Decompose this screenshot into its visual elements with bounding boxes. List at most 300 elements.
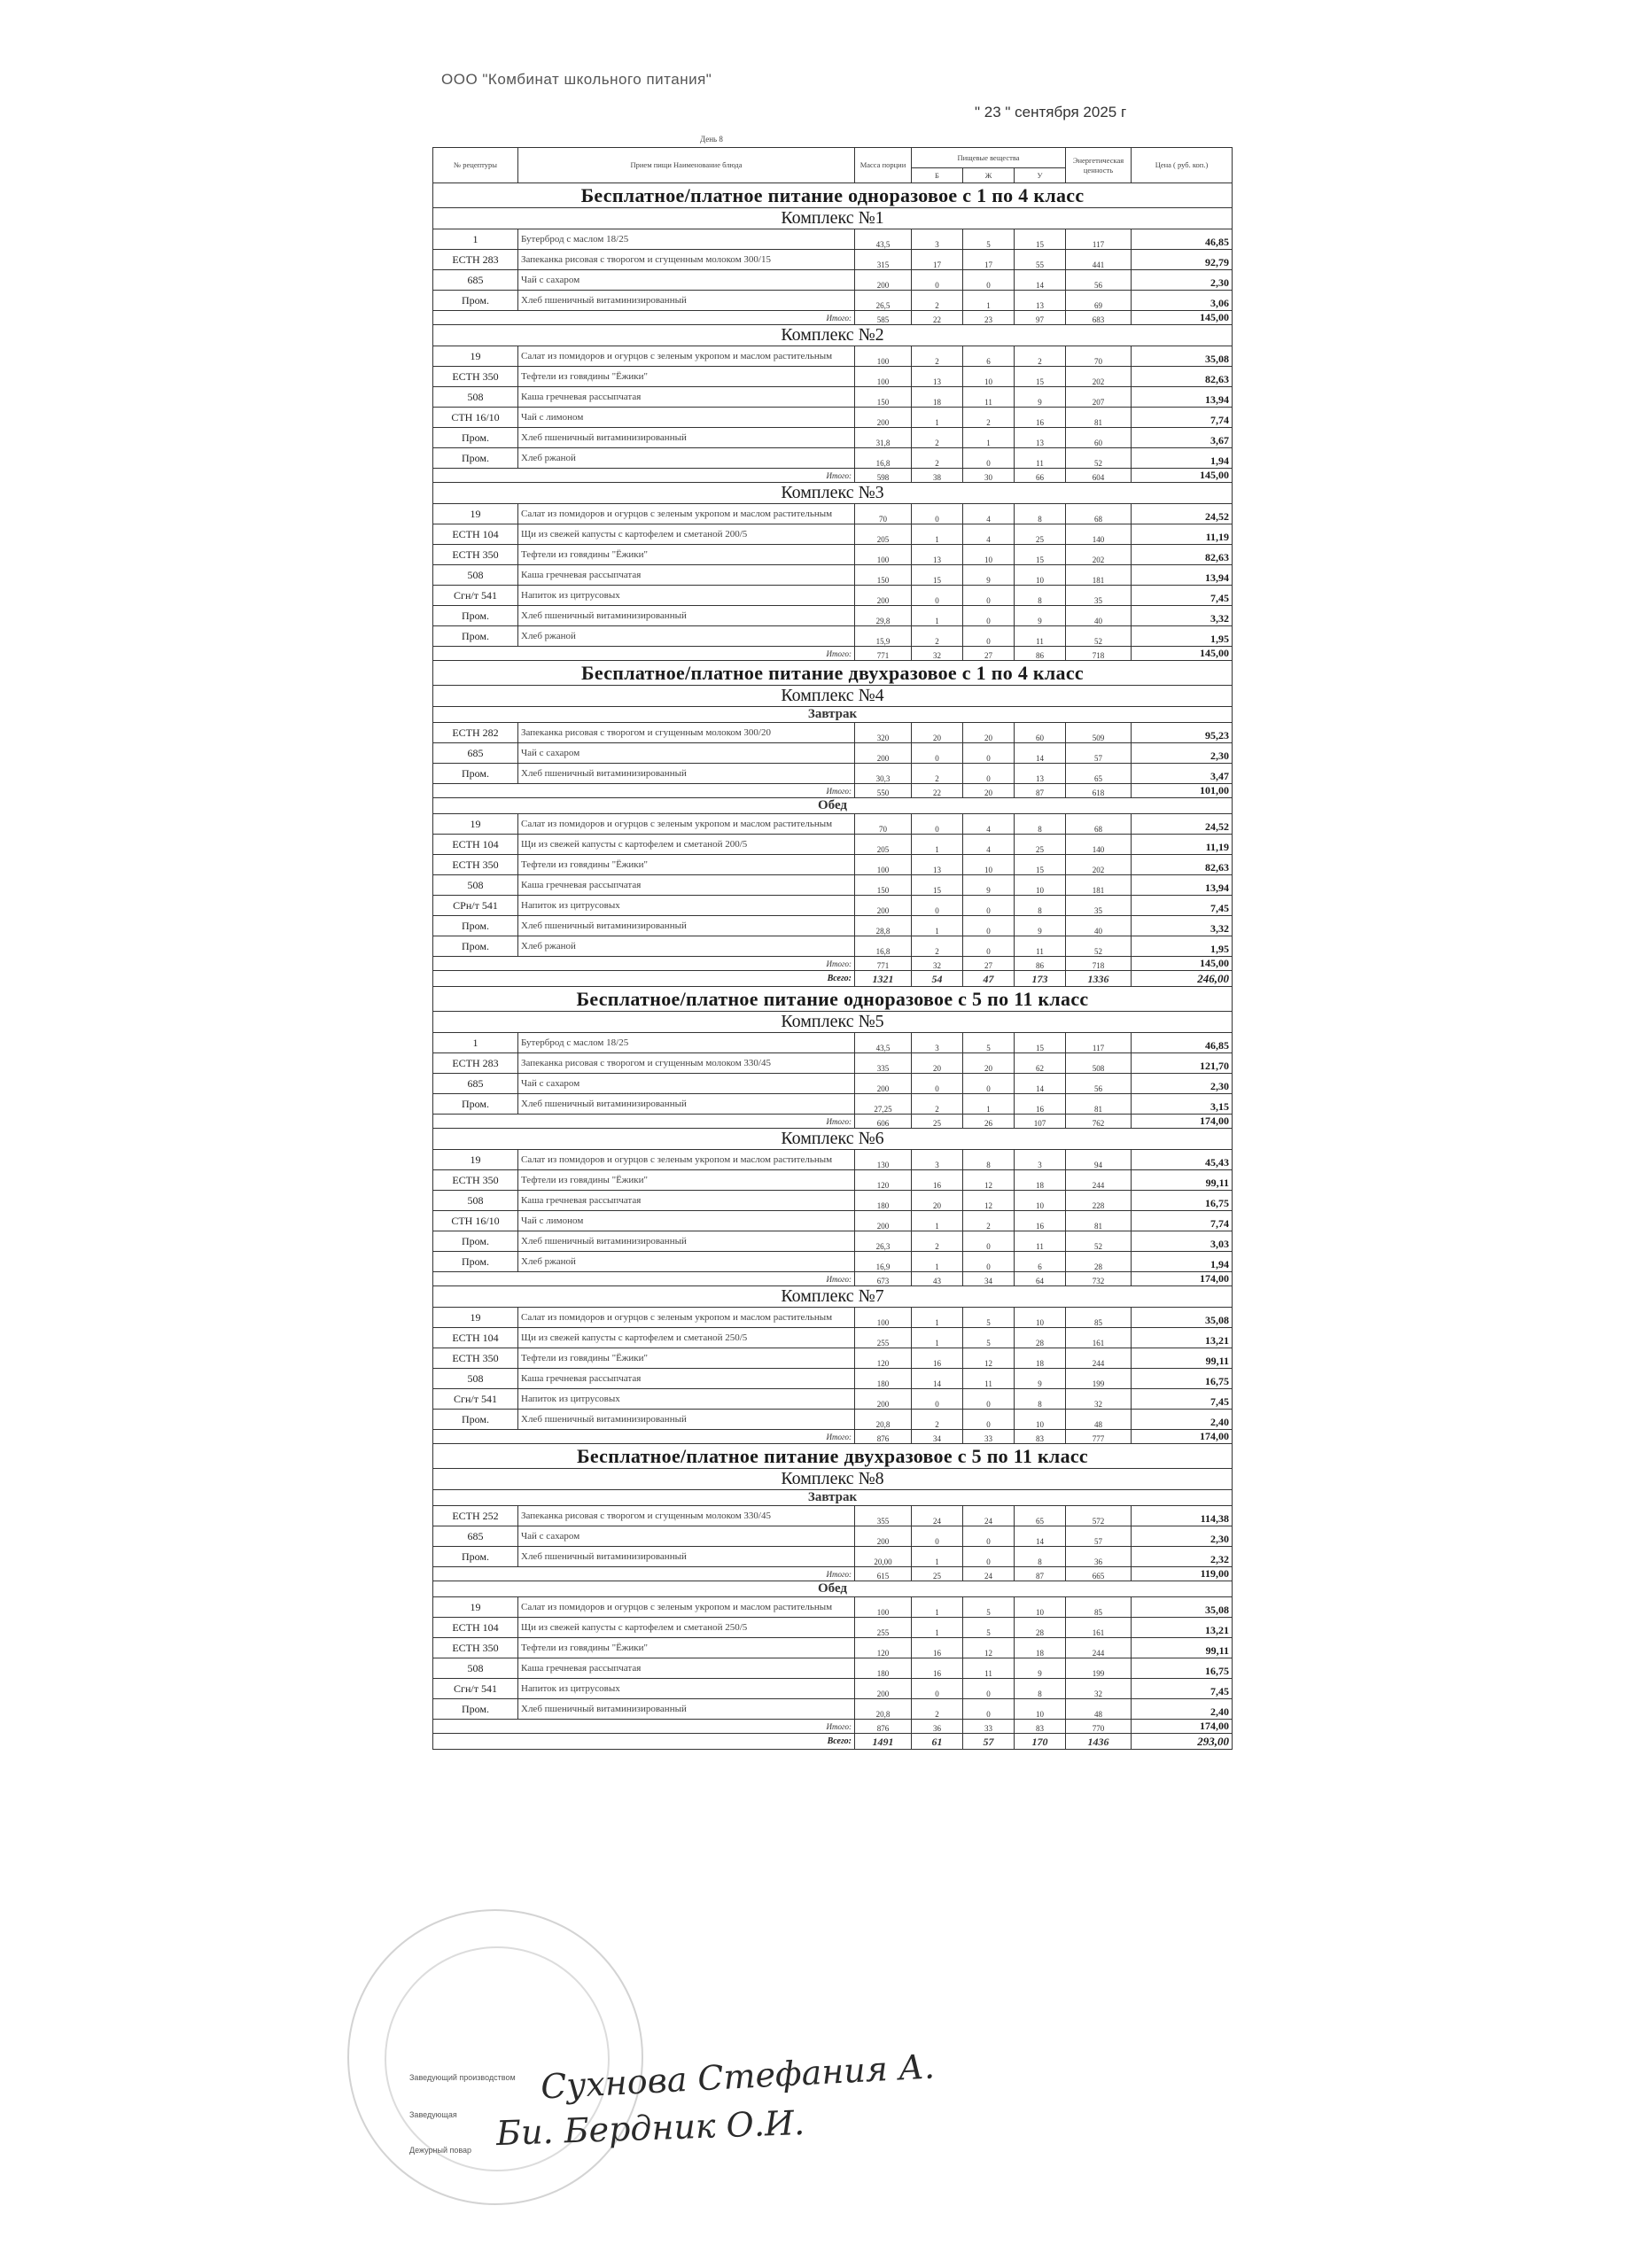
dish-price: 16,75: [1132, 1658, 1233, 1679]
total-protein: 32: [912, 647, 963, 661]
carbs-value: 18: [1015, 1638, 1066, 1658]
protein-value: 3: [912, 1150, 963, 1170]
dish-price: 1,95: [1132, 936, 1233, 957]
table-row: [433, 1150, 1233, 1170]
dish-name: Напиток из цитрусовых: [518, 586, 855, 606]
dish-name: Хлеб ржаной: [518, 626, 855, 647]
complex-title: Комплекс №8: [433, 1469, 1233, 1490]
carbs-value: 11: [1015, 1231, 1066, 1252]
energy-value: 94: [1066, 1150, 1132, 1170]
table-row: [433, 1074, 1233, 1094]
dish-name: Хлеб пшеничный витаминизированный: [518, 428, 855, 448]
complex-title: Комплекс №4: [433, 686, 1233, 707]
carbs-value: 11: [1015, 448, 1066, 469]
protein-value: 1: [912, 524, 963, 545]
table-row: [433, 367, 1233, 387]
portion-weight: 200: [855, 1679, 912, 1699]
recipe-code: 685: [433, 270, 518, 291]
carbs-value: 10: [1015, 1410, 1066, 1430]
carbs-value: 15: [1015, 855, 1066, 875]
dish-name: Салат из помидоров и огурцов с зеленым укропом и маслом растительным: [518, 1597, 855, 1618]
complex-title: Комплекс №6: [433, 1129, 1233, 1150]
energy-value: 161: [1066, 1618, 1132, 1638]
carbs-value: 25: [1015, 524, 1066, 545]
total-carbs: 86: [1015, 957, 1066, 971]
total-fat: 24: [963, 1567, 1015, 1581]
dish-price: 82,63: [1132, 855, 1233, 875]
carbs-value: 10: [1015, 1699, 1066, 1720]
dish-price: 35,08: [1132, 346, 1233, 367]
dish-name: Запеканка рисовая с творогом и сгущенным молоком 330/45: [518, 1053, 855, 1074]
col-price: Цена ( руб. коп.): [1132, 148, 1233, 183]
section-title-row: [433, 1444, 1233, 1469]
total-fat: 33: [963, 1720, 1015, 1734]
total-carbs: 87: [1015, 1567, 1066, 1581]
dish-price: 114,38: [1132, 1506, 1233, 1526]
fat-value: 0: [963, 764, 1015, 784]
protein-value: 2: [912, 1094, 963, 1115]
fat-value: 9: [963, 875, 1015, 896]
protein-value: 16: [912, 1658, 963, 1679]
complex-title-row: [433, 1469, 1233, 1490]
total-label: Итого:: [433, 311, 855, 325]
signature-2: Би. Бердник О.И.: [495, 2102, 805, 2154]
portion-weight: 15,9: [855, 626, 912, 647]
total-label: Итого:: [433, 1272, 855, 1286]
fat-value: 2: [963, 408, 1015, 428]
carbs-value: 65: [1015, 1506, 1066, 1526]
dish-price: 1,94: [1132, 1252, 1233, 1272]
protein-value: 16: [912, 1348, 963, 1369]
recipe-code: ЕСТН 104: [433, 1328, 518, 1348]
energy-value: 85: [1066, 1308, 1132, 1328]
dish-name: Чай с сахаром: [518, 743, 855, 764]
recipe-code: СРн/т 541: [433, 896, 518, 916]
recipe-code: 1: [433, 229, 518, 250]
table-row: [433, 764, 1233, 784]
dish-name: Салат из помидоров и огурцов с зеленым укропом и маслом растительным: [518, 1150, 855, 1170]
complex-title: Комплекс №7: [433, 1286, 1233, 1308]
table-row: [433, 1369, 1233, 1389]
dish-price: 11,19: [1132, 835, 1233, 855]
protein-value: 16: [912, 1638, 963, 1658]
total-carbs: 83: [1015, 1720, 1066, 1734]
carbs-value: 28: [1015, 1328, 1066, 1348]
total-price: 101,00: [1132, 784, 1233, 798]
energy-value: 244: [1066, 1348, 1132, 1369]
table-row: [433, 291, 1233, 311]
total-carbs: 107: [1015, 1115, 1066, 1129]
recipe-code: Сгн/т 541: [433, 586, 518, 606]
dish-price: 16,75: [1132, 1369, 1233, 1389]
complex-title: Комплекс №5: [433, 1012, 1233, 1033]
portion-weight: 200: [855, 1074, 912, 1094]
menu-table: [432, 147, 1233, 1750]
total-carbs: 87: [1015, 784, 1066, 798]
complex-title-row: [433, 1012, 1233, 1033]
total-energy: 777: [1066, 1430, 1132, 1444]
energy-value: 117: [1066, 229, 1132, 250]
portion-weight: 100: [855, 1308, 912, 1328]
energy-value: 48: [1066, 1699, 1132, 1720]
recipe-code: Пром.: [433, 1547, 518, 1567]
protein-value: 0: [912, 743, 963, 764]
portion-weight: 26,3: [855, 1231, 912, 1252]
table-row: [433, 723, 1233, 743]
col-carbs: У: [1015, 168, 1066, 183]
dish-name: Хлеб ржаной: [518, 1252, 855, 1272]
portion-weight: 70: [855, 504, 912, 524]
table-row: [433, 916, 1233, 936]
total-carbs: 83: [1015, 1430, 1066, 1444]
grand-price: 246,00: [1132, 971, 1233, 987]
table-row: [433, 586, 1233, 606]
table-row: [433, 1328, 1233, 1348]
energy-value: 52: [1066, 936, 1132, 957]
grand-fat: 47: [963, 971, 1015, 987]
energy-value: 36: [1066, 1547, 1132, 1567]
protein-value: 2: [912, 291, 963, 311]
grand-protein: 61: [912, 1734, 963, 1750]
total-row: [433, 1430, 1233, 1444]
total-weight: 550: [855, 784, 912, 798]
table-row: [433, 875, 1233, 896]
complex-title-row: [433, 686, 1233, 707]
total-protein: 22: [912, 784, 963, 798]
organization-name: ООО "Комбинат школьного питания": [441, 71, 712, 88]
protein-value: 2: [912, 346, 963, 367]
carbs-value: 3: [1015, 1150, 1066, 1170]
total-weight: 606: [855, 1115, 912, 1129]
fat-value: 5: [963, 1328, 1015, 1348]
fat-value: 1: [963, 1094, 1015, 1115]
fat-value: 0: [963, 1231, 1015, 1252]
energy-value: 81: [1066, 1211, 1132, 1231]
dish-name: Хлеб пшеничный витаминизированный: [518, 1094, 855, 1115]
fat-value: 11: [963, 387, 1015, 408]
fat-value: 10: [963, 855, 1015, 875]
dish-price: 2,40: [1132, 1410, 1233, 1430]
fat-value: 2: [963, 1211, 1015, 1231]
dish-price: 13,21: [1132, 1328, 1233, 1348]
energy-value: 85: [1066, 1597, 1132, 1618]
total-label: Итого:: [433, 647, 855, 661]
dish-name: Салат из помидоров и огурцов с зеленым укропом и маслом растительным: [518, 1308, 855, 1328]
col-fat: Ж: [963, 168, 1015, 183]
grand-weight: 1491: [855, 1734, 912, 1750]
fat-value: 20: [963, 723, 1015, 743]
portion-weight: 200: [855, 1526, 912, 1547]
dish-price: 3,32: [1132, 606, 1233, 626]
fat-value: 0: [963, 270, 1015, 291]
total-protein: 25: [912, 1115, 963, 1129]
table-row: [433, 545, 1233, 565]
energy-value: 32: [1066, 1389, 1132, 1410]
dish-name: Чай с лимоном: [518, 408, 855, 428]
dish-name: Каша гречневая рассыпчатая: [518, 875, 855, 896]
complex-title: Комплекс №2: [433, 325, 1233, 346]
recipe-code: 508: [433, 1191, 518, 1211]
recipe-code: ЕСТН 350: [433, 1638, 518, 1658]
table-row: [433, 1597, 1233, 1618]
recipe-code: 19: [433, 814, 518, 835]
total-price: 145,00: [1132, 311, 1233, 325]
carbs-value: 13: [1015, 428, 1066, 448]
energy-value: 441: [1066, 250, 1132, 270]
recipe-code: ЕСТН 350: [433, 545, 518, 565]
portion-weight: 150: [855, 875, 912, 896]
dish-name: Тефтели из говядины "Ёжики": [518, 1638, 855, 1658]
energy-value: 140: [1066, 835, 1132, 855]
dish-name: Тефтели из говядины "Ёжики": [518, 855, 855, 875]
portion-weight: 320: [855, 723, 912, 743]
total-carbs: 86: [1015, 647, 1066, 661]
protein-value: 0: [912, 896, 963, 916]
recipe-code: 685: [433, 1526, 518, 1547]
carbs-value: 10: [1015, 565, 1066, 586]
portion-weight: 27,25: [855, 1094, 912, 1115]
dish-price: 2,40: [1132, 1699, 1233, 1720]
energy-value: 199: [1066, 1658, 1132, 1679]
carbs-value: 55: [1015, 250, 1066, 270]
total-fat: 27: [963, 647, 1015, 661]
recipe-code: СТН 16/10: [433, 1211, 518, 1231]
total-price: 174,00: [1132, 1430, 1233, 1444]
portion-weight: 20,8: [855, 1699, 912, 1720]
protein-value: 18: [912, 387, 963, 408]
dish-price: 7,45: [1132, 1679, 1233, 1699]
table-row: [433, 1191, 1233, 1211]
energy-value: 244: [1066, 1638, 1132, 1658]
total-price: 174,00: [1132, 1272, 1233, 1286]
dish-price: 7,45: [1132, 896, 1233, 916]
energy-value: 52: [1066, 626, 1132, 647]
total-price: 119,00: [1132, 1567, 1233, 1581]
recipe-code: 508: [433, 1369, 518, 1389]
dish-name: Салат из помидоров и огурцов с зеленым укропом и маслом растительным: [518, 814, 855, 835]
fat-value: 12: [963, 1638, 1015, 1658]
dish-price: 3,15: [1132, 1094, 1233, 1115]
total-fat: 34: [963, 1272, 1015, 1286]
total-energy: 618: [1066, 784, 1132, 798]
table-row: [433, 229, 1233, 250]
carbs-value: 10: [1015, 1597, 1066, 1618]
total-energy: 732: [1066, 1272, 1132, 1286]
fat-value: 5: [963, 229, 1015, 250]
portion-weight: 43,5: [855, 1033, 912, 1053]
dish-price: 99,11: [1132, 1348, 1233, 1369]
carbs-value: 8: [1015, 1547, 1066, 1567]
total-fat: 26: [963, 1115, 1015, 1129]
protein-value: 1: [912, 606, 963, 626]
dish-price: 24,52: [1132, 814, 1233, 835]
table-row: [433, 1526, 1233, 1547]
dish-name: Каша гречневая рассыпчатая: [518, 1191, 855, 1211]
dish-price: 16,75: [1132, 1191, 1233, 1211]
energy-value: 509: [1066, 723, 1132, 743]
dish-name: Запеканка рисовая с творогом и сгущенным молоком 300/20: [518, 723, 855, 743]
dish-name: Хлеб пшеничный витаминизированный: [518, 916, 855, 936]
fat-value: 0: [963, 1074, 1015, 1094]
dish-name: Хлеб пшеничный витаминизированный: [518, 764, 855, 784]
recipe-code: Пром.: [433, 1231, 518, 1252]
col-energy: Энергетическая ценность: [1066, 148, 1132, 183]
carbs-value: 10: [1015, 875, 1066, 896]
dish-name: Хлеб пшеничный витаминизированный: [518, 1231, 855, 1252]
fat-value: 0: [963, 448, 1015, 469]
energy-value: 202: [1066, 855, 1132, 875]
protein-value: 2: [912, 764, 963, 784]
section-title-row: [433, 661, 1233, 686]
dish-price: 92,79: [1132, 250, 1233, 270]
portion-weight: 150: [855, 387, 912, 408]
fat-value: 0: [963, 743, 1015, 764]
portion-weight: 100: [855, 1597, 912, 1618]
dish-price: 2,30: [1132, 270, 1233, 291]
fat-value: 0: [963, 916, 1015, 936]
grand-total-label: Всего:: [433, 971, 855, 987]
table-row: [433, 1231, 1233, 1252]
fat-value: 1: [963, 428, 1015, 448]
total-weight: 771: [855, 647, 912, 661]
dish-price: 35,08: [1132, 1597, 1233, 1618]
portion-weight: 100: [855, 367, 912, 387]
recipe-code: 19: [433, 1308, 518, 1328]
total-row: [433, 469, 1233, 483]
table-row: [433, 936, 1233, 957]
fat-value: 9: [963, 565, 1015, 586]
recipe-code: ЕСТН 283: [433, 1053, 518, 1074]
carbs-value: 9: [1015, 1369, 1066, 1389]
energy-value: 35: [1066, 896, 1132, 916]
total-fat: 30: [963, 469, 1015, 483]
total-energy: 665: [1066, 1567, 1132, 1581]
carbs-value: 14: [1015, 743, 1066, 764]
fat-value: 10: [963, 367, 1015, 387]
fat-value: 24: [963, 1506, 1015, 1526]
carbs-value: 8: [1015, 1389, 1066, 1410]
protein-value: 17: [912, 250, 963, 270]
recipe-code: 19: [433, 346, 518, 367]
fat-value: 0: [963, 1252, 1015, 1272]
dish-name: Щи из свежей капусты с картофелем и сметаной 200/5: [518, 524, 855, 545]
col-nutrients: Пищевые вещества: [912, 148, 1066, 168]
complex-title-row: [433, 1129, 1233, 1150]
carbs-value: 2: [1015, 346, 1066, 367]
total-label: Итого:: [433, 784, 855, 798]
total-weight: 771: [855, 957, 912, 971]
fat-value: 0: [963, 1699, 1015, 1720]
energy-value: 140: [1066, 524, 1132, 545]
carbs-value: 16: [1015, 1211, 1066, 1231]
section-title-row: [433, 987, 1233, 1012]
portion-weight: 200: [855, 743, 912, 764]
carbs-value: 15: [1015, 1033, 1066, 1053]
protein-value: 0: [912, 1389, 963, 1410]
energy-value: 117: [1066, 1033, 1132, 1053]
total-row: [433, 311, 1233, 325]
section-title: Бесплатное/платное питание одноразовое с 1 по 4 класс: [433, 183, 1233, 208]
carbs-value: 9: [1015, 606, 1066, 626]
energy-value: 181: [1066, 875, 1132, 896]
dish-price: 13,21: [1132, 1618, 1233, 1638]
total-label: Итого:: [433, 1115, 855, 1129]
recipe-code: 685: [433, 743, 518, 764]
dish-price: 1,95: [1132, 626, 1233, 647]
portion-weight: 335: [855, 1053, 912, 1074]
recipe-code: 19: [433, 504, 518, 524]
meal-title-row: [433, 1581, 1233, 1597]
recipe-code: ЕСТН 282: [433, 723, 518, 743]
energy-value: 199: [1066, 1369, 1132, 1389]
carbs-value: 10: [1015, 1308, 1066, 1328]
dish-name: Хлеб ржаной: [518, 448, 855, 469]
portion-weight: 31,8: [855, 428, 912, 448]
recipe-code: Сгн/т 541: [433, 1389, 518, 1410]
protein-value: 14: [912, 1369, 963, 1389]
recipe-code: Пром.: [433, 1094, 518, 1115]
carbs-value: 14: [1015, 1074, 1066, 1094]
dish-name: Тефтели из говядины "Ёжики": [518, 545, 855, 565]
energy-value: 40: [1066, 916, 1132, 936]
dish-price: 13,94: [1132, 387, 1233, 408]
portion-weight: 29,8: [855, 606, 912, 626]
fat-value: 12: [963, 1170, 1015, 1191]
total-energy: 770: [1066, 1720, 1132, 1734]
protein-value: 13: [912, 545, 963, 565]
dish-name: Каша гречневая рассыпчатая: [518, 1658, 855, 1679]
recipe-code: ЕСТН 104: [433, 835, 518, 855]
energy-value: 40: [1066, 606, 1132, 626]
carbs-value: 60: [1015, 723, 1066, 743]
portion-weight: 200: [855, 1389, 912, 1410]
fat-value: 0: [963, 586, 1015, 606]
grand-total-row: [433, 971, 1233, 987]
recipe-code: 685: [433, 1074, 518, 1094]
dish-name: Щи из свежей капусты с картофелем и сметаной 250/5: [518, 1328, 855, 1348]
protein-value: 15: [912, 875, 963, 896]
recipe-code: Пром.: [433, 764, 518, 784]
protein-value: 0: [912, 814, 963, 835]
portion-weight: 205: [855, 835, 912, 855]
recipe-code: Пром.: [433, 448, 518, 469]
recipe-code: Пром.: [433, 916, 518, 936]
grand-protein: 54: [912, 971, 963, 987]
table-row: [433, 524, 1233, 545]
fat-value: 6: [963, 346, 1015, 367]
table-row: [433, 270, 1233, 291]
fat-value: 0: [963, 626, 1015, 647]
energy-value: 57: [1066, 743, 1132, 764]
dish-price: 7,45: [1132, 1389, 1233, 1410]
footer-production-manager: Заведующий производством: [409, 2073, 516, 2082]
carbs-value: 9: [1015, 916, 1066, 936]
portion-weight: 16,8: [855, 936, 912, 957]
portion-weight: 180: [855, 1658, 912, 1679]
total-carbs: 64: [1015, 1272, 1066, 1286]
dish-name: Запеканка рисовая с творогом и сгущенным молоком 330/45: [518, 1506, 855, 1526]
grand-carbs: 170: [1015, 1734, 1066, 1750]
table-row: [433, 743, 1233, 764]
portion-weight: 200: [855, 896, 912, 916]
protein-value: 0: [912, 270, 963, 291]
recipe-code: Пром.: [433, 626, 518, 647]
portion-weight: 180: [855, 1369, 912, 1389]
protein-value: 1: [912, 408, 963, 428]
dish-name: Тефтели из говядины "Ёжики": [518, 367, 855, 387]
protein-value: 2: [912, 428, 963, 448]
table-row: [433, 448, 1233, 469]
